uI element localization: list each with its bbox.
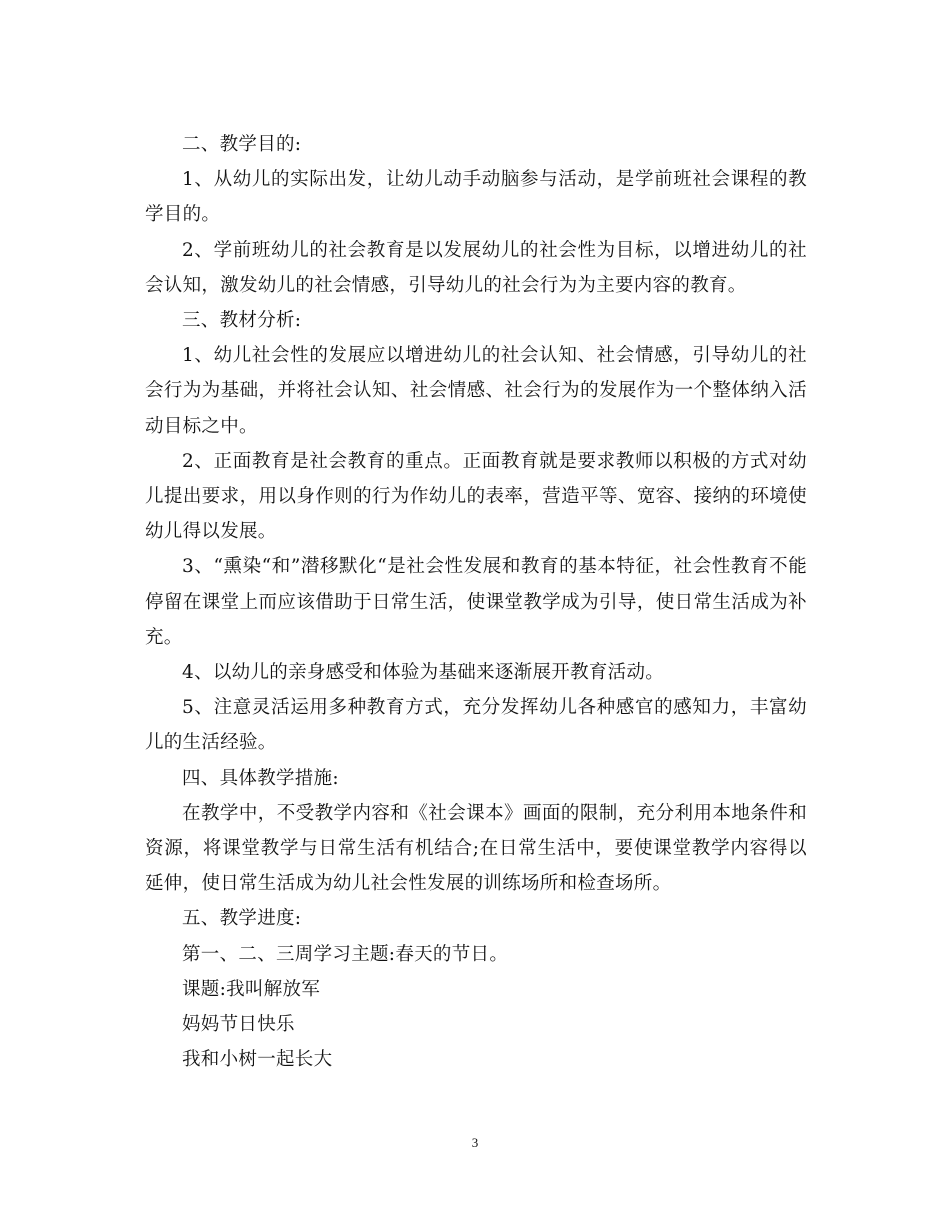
document-body (145, 127, 807, 1077)
paragraph-analysis-1: 1、幼儿社会性的发展应以增进幼儿的社会认知、社会情感，引导幼儿的社会行为为基础，并将社会认知、社会情感、社会行为的发展作为一个整体纳入活动目标之中。 (145, 345, 807, 437)
paragraph-analysis-2: 2、正面教育是社会教育的重点。正面教育就是要求教师以积极的方式对幼儿提出要求，用以身作则的行为作幼儿的表率，营造平等、宽容、接纳的环境使幼儿得以发展。 (145, 450, 807, 543)
heading-teaching-measures: 四、具体教学措施: (182, 767, 339, 789)
heading-teaching-schedule: 五、教学进度: (182, 908, 302, 930)
paragraph-measures: 在教学中，不受教学内容和《社会课本》画面的限制，充分利用本地条件和资源，将课堂教学与日常生活有机结合;在日常生活中，要使课堂教学内容得以延伸，使日常生活成为幼儿社会性发展的训练场所和检查场所。 (145, 802, 807, 895)
paragraph-schedule-theme: 第一、二、三周学习主题:春天的节日。 (182, 943, 509, 965)
paragraph-goal-2: 2、学前班幼儿的社会教育是以发展幼儿的社会性为目标，以增进幼儿的社会认知，激发幼儿的社会情感，引导幼儿的社会行为为主要内容的教育。 (145, 239, 807, 296)
paragraph-schedule-topic-3: 我和小树一起长大 (182, 1049, 333, 1071)
paragraph-schedule-topic-2: 妈妈节日快乐 (182, 1014, 295, 1036)
heading-material-analysis: 三、教材分析: (182, 310, 302, 332)
heading-teaching-goals: 二、教学目的: (182, 134, 302, 155)
paragraph-analysis-5: 5、注意灵活运用多种教育方式，充分发挥幼儿各种感官的感知力，丰富幼儿的生活经验。 (145, 697, 807, 754)
paragraph-analysis-3: 3、“熏染“和”潜移默化“是社会性发展和教育的基本特征，社会性教育不能停留在课堂上而应该借助于日常生活，使课堂教学成为引导，使日常生活成为补充。 (145, 556, 807, 648)
paragraph-analysis-4: 4、以幼儿的亲身感受和体验为基础来逐渐展开教育活动。 (182, 662, 665, 684)
page-number: 3 (471, 1135, 479, 1150)
paragraph-goal-1: 1、从幼儿的实际出发，让幼儿动手动脑参与活动，是学前班社会课程的教学目的。 (145, 169, 807, 226)
paragraph-schedule-topic: 课题:我叫解放军 (182, 978, 321, 1000)
